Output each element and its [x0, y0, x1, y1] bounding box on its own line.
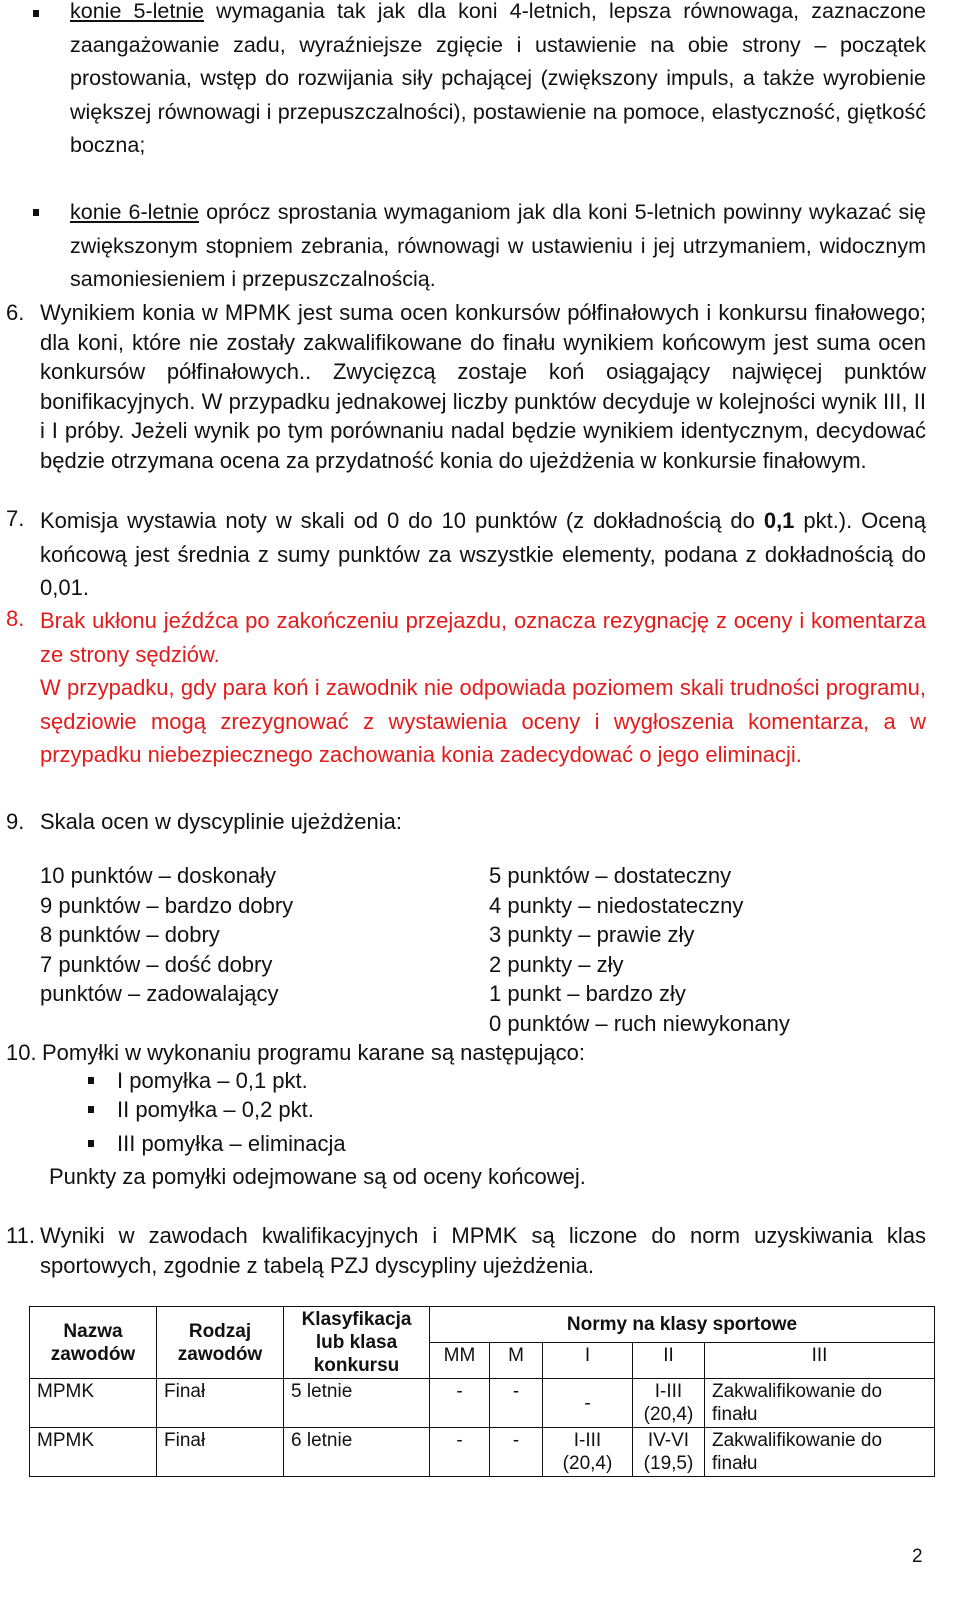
cell: I-III (20,4) [543, 1428, 633, 1477]
subheader-cell: I [543, 1343, 633, 1379]
error-item: I pomyłka – 0,1 pkt. [117, 1068, 308, 1093]
scale-entry: 4 punkty – niedostateczny [489, 892, 744, 918]
cell: IV-VI (19,5) [633, 1428, 705, 1477]
bullet-5-letnie [70, 0, 926, 163]
subheader-cell: M [490, 1343, 543, 1379]
subheader-cell: II [633, 1343, 705, 1379]
scale-entry: 5 punktów – dostateczny [489, 863, 732, 888]
scale-right-column [489, 861, 790, 1038]
item-number: 7. [6, 506, 25, 531]
paragraph-8b: W przypadku, gdy para koń i zawodnik nie odpowiada poziomem skali trudności programu, sędziowie mogą zrezygnować z wystawienia oceny i wygłoszenia komentarza, a w przypadku niebezpiecznego zachowania konia zadecydować o jego eliminacji. [40, 675, 926, 767]
scale-entry: 3 punkty – prawie zły [489, 922, 695, 947]
table-header-row [30, 1307, 935, 1343]
norms-table [29, 1306, 935, 1477]
item-number: 8. [6, 606, 25, 631]
cell: Zakwalifikowanie do finału [705, 1428, 935, 1477]
paragraph-10: Pomyłki w wykonaniu programu karane są następująco: [42, 1040, 585, 1065]
paragraph-text: Komisja wystawia noty w skali od 0 do 10 punktów (z dokładnością do [40, 508, 764, 533]
scale-entry: 7 punktów – dość dobry [40, 951, 273, 977]
scale-entry: 1 punkt – bardzo zły [489, 981, 686, 1006]
cell: Zakwalifikowanie do finału [705, 1379, 935, 1428]
error-item: II pomyłka – 0,2 pkt. [117, 1097, 314, 1122]
subheader-cell: MM [430, 1343, 490, 1379]
table-row [30, 1428, 935, 1477]
scale-entry: punktów – zadowalający [40, 981, 279, 1006]
bullet-marker [88, 1140, 94, 1147]
scale-entry: 9 punktów – bardzo dobry [40, 892, 294, 918]
cell: Finał [157, 1379, 284, 1428]
bullet-marker [33, 209, 39, 216]
scale-left-column [40, 861, 293, 1009]
scale-entry: 10 punktów – doskonały [40, 863, 277, 888]
cell: - [490, 1428, 543, 1477]
cell: - [490, 1379, 543, 1428]
cell: - [430, 1428, 490, 1477]
header-norms: Normy na klasy sportowe [430, 1307, 935, 1343]
cell: MPMK [30, 1428, 157, 1477]
item-number: 11. [6, 1223, 35, 1248]
table-row [30, 1379, 935, 1428]
bullet-marker [88, 1106, 94, 1113]
bullet-text: wymagania tak jak dla koni 4-letnich, lepsza równowaga, zaznaczone zaangażowanie zadu, wyraźniejsze zgięcie i ustawienie na obie strony – początek prostowania, wstęp do rozwijania siły pchającej (zwiększony impuls, a także wyrobienie większej równowagi i przepuszczalności), postawienie na pomoce, elastyczność, giętkość boczna; [70, 0, 926, 157]
subheader-cell: III [705, 1343, 935, 1379]
bullet-text: oprócz sprostania wymaganiom jak dla koni 5-letnich powinny wykazać się zwiększonym stopniem zebrania, równowagi w ustawieniu i jej utrzymaniem, widocznym samoniesieniem i przepuszczalnością. [70, 200, 927, 291]
header-type: Rodzaj zawodów [157, 1307, 284, 1379]
cell: Finał [157, 1428, 284, 1477]
cell: 5 letnie [284, 1379, 430, 1428]
paragraph-8a: Brak ukłonu jeźdźca po zakończeniu przejazdu, oznacza rezygnację z oceny i komentarza ze strony sędziów. [40, 608, 926, 667]
scale-entry: 0 punktów – ruch niewykonany [489, 1010, 790, 1036]
item-number: 10. [6, 1040, 37, 1065]
bullet-marker [33, 10, 39, 17]
paragraph-11: Wyniki w zawodach kwalifikacyjnych i MPMK są liczone do norm uzyskiwania klas sportowych, zgodnie z tabelą PZJ dyscypliny ujeżdżenia. [40, 1223, 926, 1278]
precision-value: 0,1 [763, 508, 795, 533]
error-item: III pomyłka – eliminacja [117, 1131, 346, 1156]
cell: - [430, 1379, 490, 1428]
header-class: Klasyfikacja lub klasa konkursu [284, 1307, 430, 1379]
scale-entry: 2 punkty – zły [489, 951, 624, 977]
cell: 6 letnie [284, 1428, 430, 1477]
paragraph-7 [40, 504, 926, 605]
cell: I-III (20,4) [633, 1379, 705, 1428]
bullet-marker [88, 1077, 94, 1084]
header-name: Nazwa zawodów [30, 1307, 157, 1379]
item-number: 9. [6, 809, 25, 834]
paragraph-text: pkt.). Oceną końcową jest średnia z sumy punktów za wszystkie elementy, podana z dokładnością do 0,01. [40, 508, 926, 600]
page-number: 2 [912, 1546, 923, 1567]
bullet-6-letnie [70, 196, 926, 297]
bullet-lead: konie 5-letnie [70, 0, 205, 23]
bullet-lead: konie 6-letnie [70, 200, 200, 224]
scale-entry: 8 punktów – dobry [40, 922, 220, 947]
penalty-note: Punkty za pomyłki odejmowane są od oceny końcowej. [49, 1164, 586, 1189]
paragraph-6: Wynikiem konia w MPMK jest suma ocen konkursów półfinałowych i konkursu finałowego; dla koni, które nie zostały zakwalifikowane do finału wynikiem końcowym jest suma ocen konkursów półfinałowych.. Zwycięzcą zostaje koń osiągający najwięcej punktów bonifikacyjnych. W przypadku jednakowej liczby punktów decyduje w kolejności wynik III, II i I próby. Jeżeli wynik po tym porównaniu nadal będzie wynikiem identycznym, decydować będzie otrzymana ocena za przydatność konia do ujeżdżenia w konkursie finałowym. [40, 300, 926, 473]
cell: MPMK [30, 1379, 157, 1428]
item-number: 6. [6, 300, 25, 325]
paragraph-9: Skala ocen w dyscyplinie ujeżdżenia: [40, 809, 402, 834]
cell: - [543, 1379, 633, 1428]
